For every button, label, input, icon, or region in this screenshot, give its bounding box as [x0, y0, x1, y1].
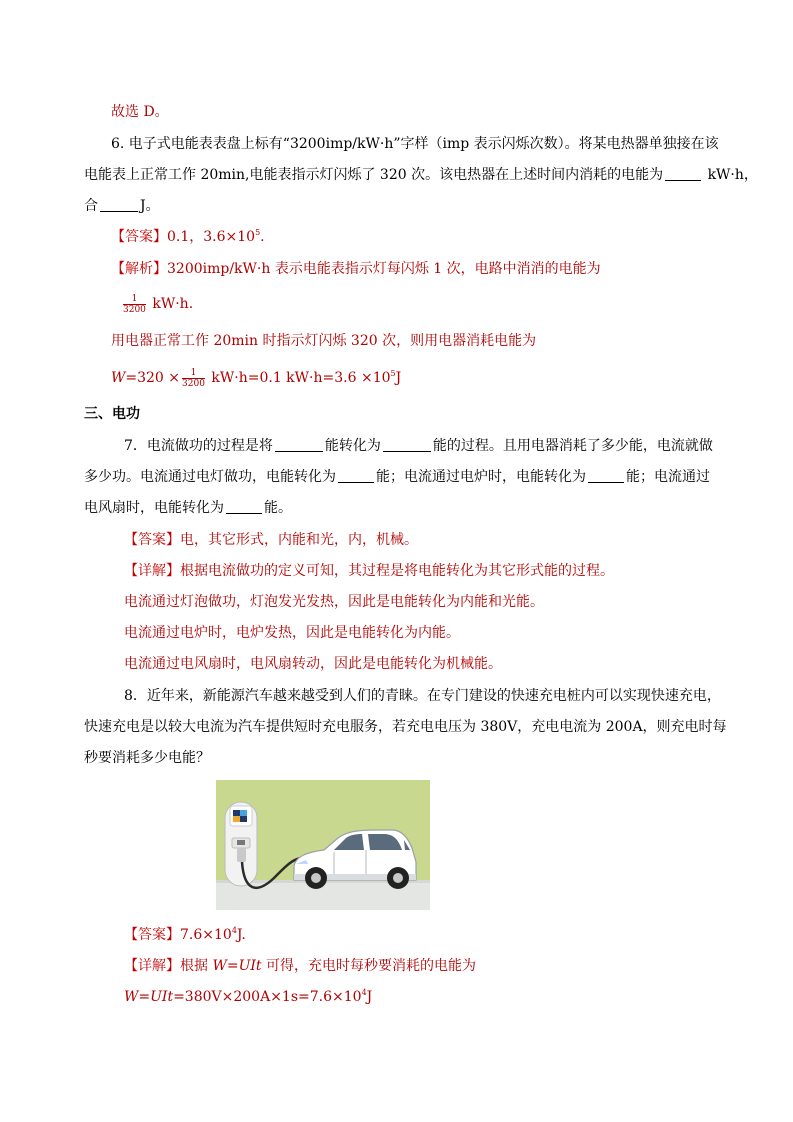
q7-line1: 7．电流做功的过程是将 能转化为 能的过程。且用电器消耗了多少能，电流就做 [124, 438, 713, 454]
charging-illustration [216, 780, 430, 910]
q7-line2: 多少功。电流通过电灯做功，电能转化为 能；电流通过电炉时，电能转化为 能；电流通过 [84, 469, 710, 485]
q7-answer: 【答案】电，其它形式，内能和光，内，机械。 [124, 532, 418, 548]
q6-fraction-line: $\frac{1}{3200}$ kW·h. [123, 293, 194, 315]
fraction: $\frac{1}{3200}$ [123, 293, 146, 315]
q6-use-line: 用电器正常工作 20min 时指示灯闪烁 320 次，则用电器消耗电能为 [111, 333, 537, 349]
q6-answer: 【答案】0.1，$3.6\times 10^5$. [111, 228, 265, 245]
answer-blank [100, 197, 138, 212]
answer-blank [275, 437, 323, 452]
q6-calc: W=320 × $\frac{1}{3200}$ kW·h=0.1 $kW\cdot h=3.6 \times 10^5J$ [111, 367, 402, 389]
q6-line1: 6. 电子式电能表表盘上标有“3200imp/kW·h”字样（imp 表示闪烁次数）。将某电热器单独接在该 [111, 136, 719, 152]
q8-line1: 8．近年来，新能源汽车越来越受到人们的青睐。在专门建设的快速充电桩内可以实现快速充电， [124, 688, 721, 704]
q8-line2: 快速充电是以较大电流为汽车提供短时充电服务，若充电电压为 380V，充电电流为 200A，则充电时每 [84, 719, 727, 735]
q8-detail: 【详解】根据 W=UIt 可得，充电时每秒要消耗的电能为 [124, 958, 476, 974]
q7-detail-2: 电流通过灯泡做功，灯泡发光发热，因此是电能转化为内能和光能。 [124, 594, 544, 610]
q8-answer: 【答案】$7.6\times 10^4J$. [124, 926, 246, 943]
prev-answer: 故选 D。 [111, 104, 169, 120]
answer-blank [665, 166, 701, 181]
q7-detail: 【详解】根据电流做功的定义可知，其过程是将电能转化为其它形式能的过程。 [124, 563, 614, 579]
q8-line3: 秒要消耗多少电能？ [84, 750, 210, 766]
section-title: 三、电功 [84, 406, 140, 422]
q7-line3: 电风扇时，电能转化为 能。 [84, 500, 292, 516]
answer-blank [588, 468, 624, 483]
fraction: $\frac{1}{3200}$ [182, 367, 205, 389]
q7-detail-3: 电流通过电炉时，电炉发热，因此是电能转化为内能。 [124, 625, 460, 641]
q6-analysis: 【解析】3200imp/kW·h 表示电能表指示灯每闪烁 1 次，电路中消消的电能为 [111, 261, 601, 277]
answer-blank [383, 437, 431, 452]
answer-blank [226, 499, 262, 514]
answer-blank [338, 468, 374, 483]
q8-calc: $W=UIt=380V\times 200A\times 1s=7.6\times 10^4J$ [124, 988, 373, 1005]
charging-station-car-icon [216, 780, 430, 910]
q6-line2: 电能表上正常工作 20min,电能表指示灯闪烁了 320 次。该电热器在上述时间内消耗的电能为 kW·h， [84, 167, 758, 183]
q6-line3: 合 J。 [84, 198, 160, 214]
q7-detail-4: 电流通过电风扇时，电风扇转动，因此是电能转化为机械能。 [124, 656, 502, 672]
